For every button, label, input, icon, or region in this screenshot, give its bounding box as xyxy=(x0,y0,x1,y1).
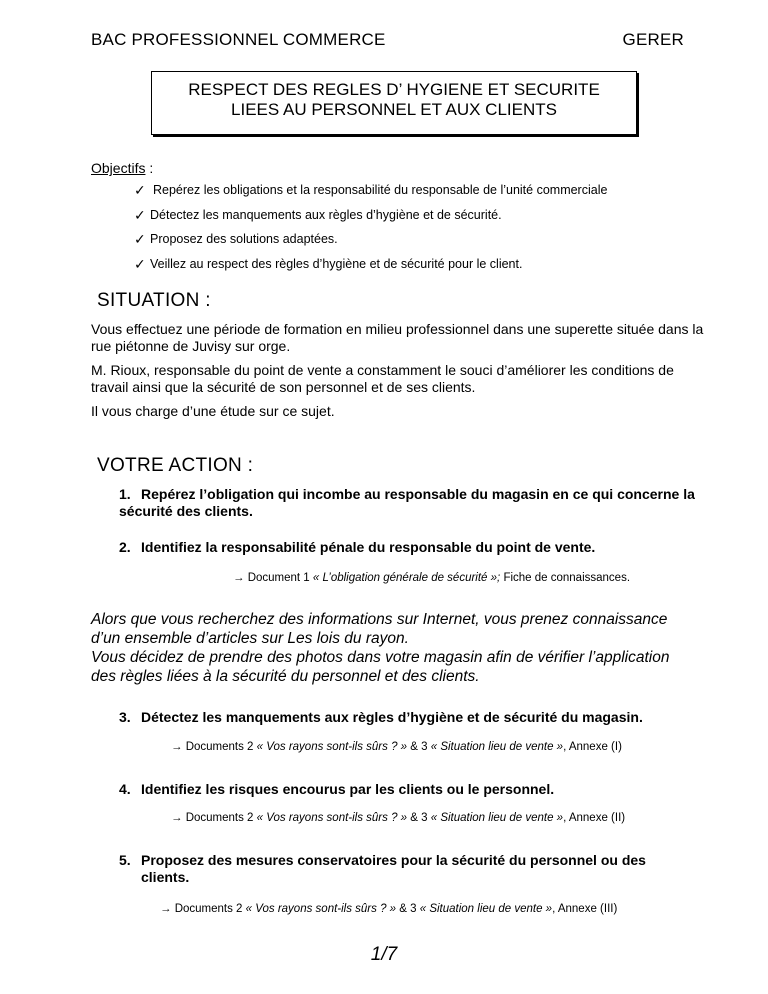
header-right: GERER xyxy=(622,30,684,49)
list-item xyxy=(134,256,607,281)
question-number: 2. xyxy=(119,539,131,555)
situation-paragraph-2: M. Rioux, responsable du point de vente a constamment le souci d’améliorer les conditions de travail ainsi que la sécurité de son personnel et de ses clients. xyxy=(91,362,674,395)
reference-text: , Annexe (I) xyxy=(563,741,622,753)
reference-text: Documents 2 xyxy=(171,903,246,915)
objectives-label xyxy=(91,160,153,176)
arrow-icon: → xyxy=(171,741,183,753)
intro-line: d’un ensemble d’articles sur Les lois du rayon. xyxy=(91,630,409,647)
question-4 xyxy=(119,781,709,798)
title-line-2: LIEES AU PERSONNEL ET AUX CLIENTS xyxy=(231,100,557,119)
question-text: Identifiez les risques encourus par les clients ou le personnel. xyxy=(141,781,555,797)
question-number: 4. xyxy=(119,781,131,797)
reference-title: « Vos rayons sont-ils sûrs ? » xyxy=(256,812,408,824)
arrow-icon: → xyxy=(233,572,245,584)
reference-text: Documents 2 xyxy=(182,741,257,753)
action-heading: VOTRE ACTION : xyxy=(97,455,254,476)
reference-5 xyxy=(160,903,617,915)
reference-title: « Vos rayons sont-ils sûrs ? » xyxy=(256,741,408,753)
reference-title: « L’obligation générale de sécurité »; xyxy=(312,572,501,584)
reference-title: « Vos rayons sont-ils sûrs ? » xyxy=(245,903,397,915)
question-number: 3. xyxy=(119,709,131,725)
objectives-list xyxy=(134,182,607,280)
list-item xyxy=(134,207,607,232)
objective-text: Détectez les manquements aux règles d’hygiène et de sécurité. xyxy=(150,207,502,222)
objectives-colon: : xyxy=(145,160,154,176)
objective-text: Repérez les obligations et la responsabilité du responsable de l’unité commerciale xyxy=(153,183,608,197)
header-left: BAC PROFESSIONNEL COMMERCE xyxy=(91,30,386,49)
question-text: Repérez l’obligation qui incombe au responsable du magasin en ce qui concerne la sécurité des clients. xyxy=(119,486,695,519)
question-1 xyxy=(119,486,709,520)
question-text: Identifiez la responsabilité pénale du responsable du point de vente. xyxy=(141,539,596,555)
situation-paragraph-1: Vous effectuez une période de formation en milieu professionnel dans une superette située dans la rue piétonne de Juvisy sur orge. xyxy=(91,321,704,354)
objectives-label-text: Objectifs xyxy=(91,160,146,176)
situation-heading: SITUATION : xyxy=(97,290,211,311)
reference-text: Document 1 xyxy=(244,572,313,584)
check-icon: ✓ xyxy=(134,255,146,272)
reference-text: & 3 xyxy=(407,812,431,824)
check-icon: ✓ xyxy=(134,206,146,223)
question-5 xyxy=(119,852,709,886)
reference-text: & 3 xyxy=(407,741,431,753)
reference-text: Fiche de connaissances. xyxy=(500,572,631,584)
objective-text: Veillez au respect des règles d’hygiène et de sécurité pour le client. xyxy=(150,256,523,271)
reference-title: « Situation lieu de vente » xyxy=(430,812,564,824)
title-box xyxy=(151,71,637,135)
question-number: 5. xyxy=(119,852,131,868)
check-icon: ✓ xyxy=(134,182,146,198)
title-line-1: RESPECT DES REGLES D’ HYGIENE ET SECURITE xyxy=(188,80,600,99)
reference-4 xyxy=(171,812,625,824)
question-text-cont: clients. xyxy=(141,869,190,885)
intro-line: Vous décidez de prendre des photos dans votre magasin afin de vérifier l’application xyxy=(91,649,670,666)
list-item xyxy=(134,182,607,207)
intro-text xyxy=(91,610,731,686)
arrow-icon: → xyxy=(160,903,172,915)
question-number: 1. xyxy=(119,486,131,502)
reference-text: , Annexe (III) xyxy=(552,903,618,915)
page-number: 1/7 xyxy=(370,944,398,965)
reference-title: « Situation lieu de vente » xyxy=(430,741,564,753)
intro-line: Alors que vous recherchez des informations sur Internet, vous prenez connaissance xyxy=(91,611,668,628)
reference-text: , Annexe (II) xyxy=(563,812,626,824)
question-3 xyxy=(119,709,709,726)
objective-text: Proposez des solutions adaptées. xyxy=(150,232,338,246)
question-2 xyxy=(119,539,709,556)
question-text: Détectez les manquements aux règles d’hygiène et de sécurité du magasin. xyxy=(141,709,643,725)
reference-1 xyxy=(233,572,630,584)
list-item xyxy=(134,231,607,256)
reference-text: Documents 2 xyxy=(182,812,257,824)
reference-text: & 3 xyxy=(396,903,420,915)
intro-line: des règles liées à la sécurité du personnel et des clients. xyxy=(91,668,480,685)
arrow-icon: → xyxy=(171,812,183,824)
check-icon: ✓ xyxy=(134,231,146,247)
question-text: Proposez des mesures conservatoires pour la sécurité du personnel ou des xyxy=(141,852,646,868)
reference-3 xyxy=(171,741,622,753)
reference-title: « Situation lieu de vente » xyxy=(419,903,553,915)
situation-paragraph-3: Il vous charge d’une étude sur ce sujet. xyxy=(91,403,335,419)
